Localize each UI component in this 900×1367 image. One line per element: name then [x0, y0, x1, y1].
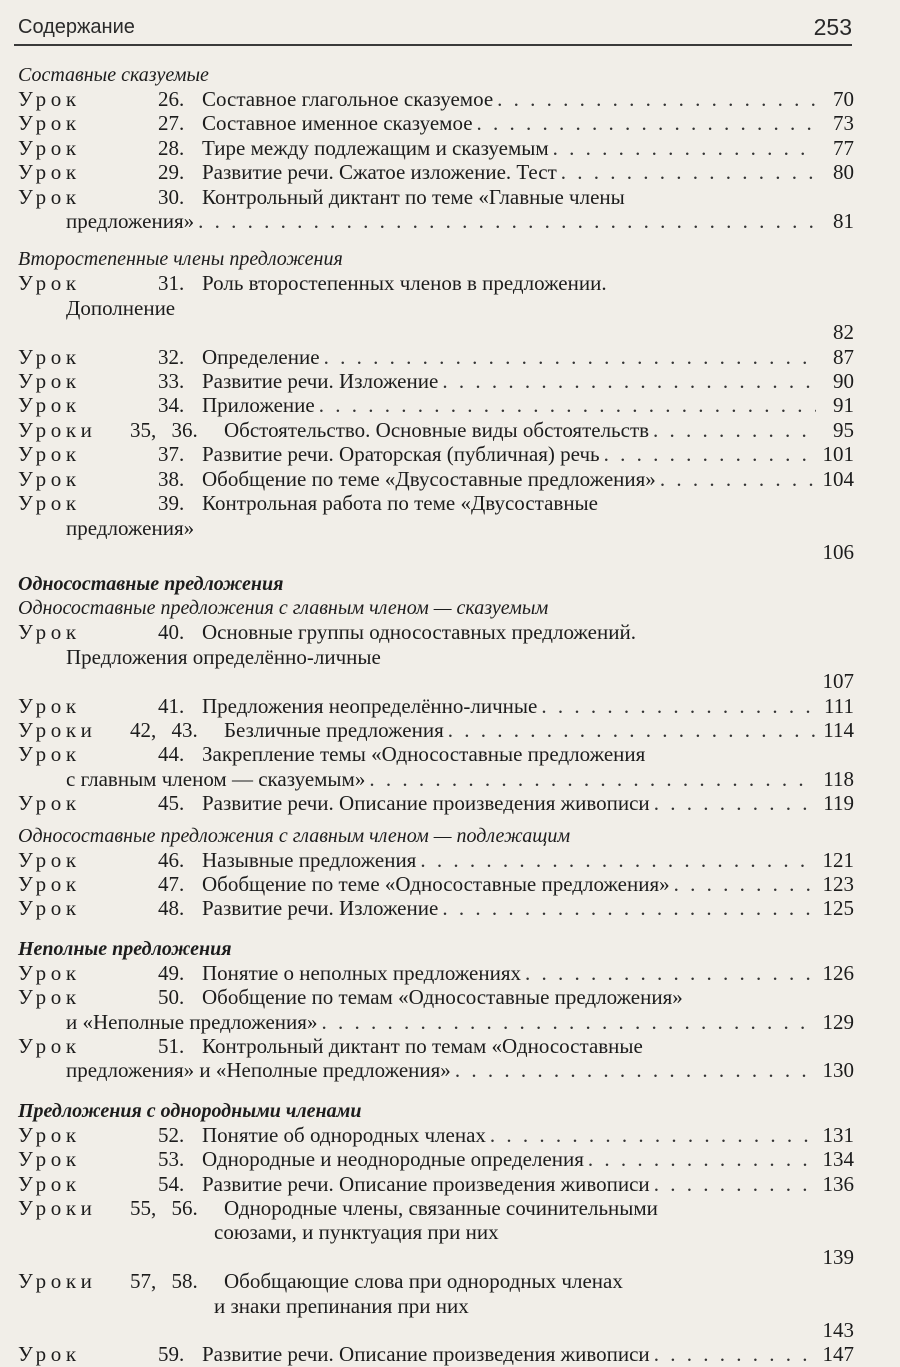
- section-title: Составные сказуемые: [18, 64, 209, 86]
- toc-entry: [14, 848, 854, 872]
- toc-entry: [14, 961, 854, 985]
- toc-entry: [14, 985, 854, 1034]
- toc-entry: [14, 442, 854, 466]
- toc-entry-line: [14, 742, 854, 766]
- entry-title: Обстоятельство. Основные виды обстоятельств: [224, 417, 650, 442]
- lesson-label: Урок: [18, 742, 81, 767]
- dot-leader: [198, 209, 816, 233]
- dot-leader: [654, 1172, 816, 1196]
- entry-title: Основные группы односоставных предложений.: [202, 620, 636, 645]
- entry-title: Развитие речи. Сжатое изложение. Тест: [202, 160, 557, 185]
- toc-entry: [14, 742, 854, 791]
- toc-entry: [14, 111, 854, 135]
- entry-title: Дополнение: [66, 295, 176, 320]
- toc-entry-line: [14, 467, 854, 491]
- toc-entry: [14, 345, 854, 369]
- toc-entry: [14, 418, 854, 442]
- page-reference: 111: [824, 693, 854, 718]
- page-reference: 91: [833, 393, 854, 418]
- entry-title: Контрольная работа по теме «Двусоставные: [202, 491, 598, 516]
- toc-entry: [14, 160, 854, 184]
- entry-title: Тире между подлежащим и сказуемым: [202, 135, 549, 160]
- lesson-label: Урок: [18, 184, 81, 209]
- entry-title: Составное глагольное сказуемое: [202, 87, 494, 111]
- page-reference: 106: [822, 539, 854, 564]
- page-reference: 126: [822, 960, 854, 985]
- toc-entry-line: [14, 1010, 854, 1034]
- toc-entry-line: [14, 694, 854, 718]
- page-reference: 121: [822, 847, 854, 872]
- toc-entry-line: [14, 540, 854, 564]
- dot-leader: [497, 87, 816, 111]
- toc-entry-line: [14, 516, 854, 540]
- entry-title: Однородные и неоднородные определения: [202, 1147, 584, 1172]
- entry-title: Обобщающие слова при однородных членах: [224, 1269, 623, 1294]
- page-reference: 77: [833, 135, 854, 160]
- entry-title: Предложения определённо-личные: [66, 644, 381, 669]
- lesson-label: Урок: [18, 985, 81, 1010]
- toc-entry-line: [14, 718, 854, 742]
- lesson-label: Урок: [18, 896, 81, 921]
- entry-title: Закрепление темы «Односоставные предложения: [202, 742, 646, 767]
- entry-title: Приложение: [202, 393, 315, 418]
- toc-entry-line: [14, 645, 854, 669]
- entry-title: Определение: [202, 344, 320, 369]
- toc-entry: [14, 791, 854, 815]
- toc-entry-line: [14, 271, 854, 295]
- toc-entry-line: [14, 1318, 854, 1342]
- lesson-number: 48.: [158, 896, 185, 921]
- toc-entry: [14, 369, 854, 393]
- page-reference: 81: [833, 209, 854, 234]
- lesson-number: 37.: [158, 442, 185, 467]
- page-header: [14, 8, 852, 46]
- toc-entry-line: [14, 136, 854, 160]
- toc-entry-line: [14, 442, 854, 466]
- lesson-number: 30.: [158, 184, 185, 209]
- dot-leader: [541, 694, 816, 718]
- toc-entry-line: [14, 185, 854, 209]
- lesson-label: Урок: [18, 871, 81, 896]
- toc-entry-line: [14, 491, 854, 515]
- dot-leader: [448, 718, 816, 742]
- lesson-label: Урок: [18, 442, 81, 467]
- lesson-number: 57, 58.: [130, 1269, 198, 1294]
- toc-entry: [14, 896, 854, 920]
- entry-title: Назывные предложения: [202, 847, 417, 872]
- lesson-label: Урок: [18, 693, 81, 718]
- lesson-label: Урок: [18, 344, 81, 369]
- toc-entry-line: [14, 209, 854, 233]
- lesson-label: Урок: [18, 960, 81, 985]
- toc-entry-line: [14, 1245, 854, 1269]
- entry-title: и «Неполные предложения»: [66, 1009, 318, 1034]
- toc-entry: [14, 718, 854, 742]
- lesson-number: 28.: [158, 135, 185, 160]
- entry-title: Обобщение по темам «Односоставные предложения»: [202, 985, 683, 1010]
- lesson-number: 26.: [158, 87, 185, 111]
- lesson-number: 39.: [158, 491, 185, 516]
- lesson-label: Урок: [18, 791, 81, 816]
- lesson-number: 52.: [158, 1122, 185, 1147]
- toc-entry: [14, 1269, 854, 1342]
- lesson-label: Уроки: [18, 1269, 97, 1294]
- lesson-label: Урок: [18, 847, 81, 872]
- lesson-number: 31.: [158, 271, 185, 296]
- lesson-label: Урок: [18, 1342, 81, 1367]
- page-reference: 82: [833, 320, 854, 345]
- page-reference: 87: [833, 344, 854, 369]
- toc-entry: [14, 467, 854, 491]
- entry-title: Развитие речи. Описание произведения живописи: [202, 1342, 650, 1367]
- lesson-number: 38.: [158, 466, 185, 491]
- lesson-number: 51.: [158, 1034, 185, 1058]
- toc-entry-line: [14, 369, 854, 393]
- lesson-label: Уроки: [18, 717, 97, 742]
- page-reference: 136: [822, 1171, 854, 1196]
- toc-entry: [14, 136, 854, 160]
- lesson-number: 32.: [158, 344, 185, 369]
- lesson-number: 55, 56.: [130, 1196, 198, 1221]
- lesson-number: 35, 36.: [130, 417, 198, 442]
- entry-title: Обобщение по теме «Двусоставные предложения»: [202, 466, 656, 491]
- toc-entry-line: [14, 791, 854, 815]
- page-reference: 131: [822, 1122, 854, 1147]
- lesson-label: Урок: [18, 135, 81, 160]
- toc-entry-line: [14, 620, 854, 644]
- dot-leader: [604, 442, 816, 466]
- toc-entry: [14, 872, 854, 896]
- toc-entry: [14, 393, 854, 417]
- toc-entry-line: [14, 160, 854, 184]
- lesson-label: Урок: [18, 466, 81, 491]
- toc-entry-line: [14, 1342, 854, 1366]
- lesson-number: 45.: [158, 791, 185, 816]
- lesson-number: 40.: [158, 620, 185, 645]
- toc-entry-line: [14, 345, 854, 369]
- entry-title: и знаки препинания при них: [214, 1293, 469, 1318]
- page-reference: 134: [822, 1147, 854, 1172]
- page-reference: 90: [833, 369, 854, 394]
- toc-entry: [14, 620, 854, 693]
- dot-leader: [319, 393, 816, 417]
- entry-title: Обобщение по теме «Односоставные предложения»: [202, 871, 670, 896]
- entry-title: Понятие о неполных предложениях: [202, 960, 522, 985]
- section-title: Односоставные предложения с главным членом — подлежащим: [18, 824, 571, 847]
- page-reference: 119: [823, 791, 854, 816]
- toc-entry: [14, 1147, 854, 1171]
- lesson-label: Урок: [18, 271, 81, 296]
- page-reference: 147: [822, 1342, 854, 1367]
- page-reference: 139: [822, 1244, 854, 1269]
- running-title: Содержание: [18, 16, 135, 38]
- toc-entry: [14, 1196, 854, 1269]
- dot-leader: [420, 848, 816, 872]
- lesson-number: 34.: [158, 393, 185, 418]
- entry-title: Развитие речи. Описание произведения живописи: [202, 791, 650, 816]
- toc-entry-line: [14, 296, 854, 320]
- lesson-number: 33.: [158, 369, 185, 394]
- dot-leader: [674, 872, 816, 896]
- page-reference: 101: [822, 442, 854, 467]
- toc-entry-line: [14, 418, 854, 442]
- lesson-number: 49.: [158, 960, 185, 985]
- dot-leader: [588, 1147, 816, 1171]
- toc-entry: [14, 1342, 854, 1366]
- entry-title: Контрольный диктант по теме «Главные члены: [202, 184, 625, 209]
- toc-entry: [14, 1034, 854, 1083]
- toc-entry-line: [14, 87, 854, 111]
- section-title: Односоставные предложения: [18, 573, 284, 596]
- dot-leader: [324, 345, 816, 369]
- entry-title: с главным членом — сказуемым»: [66, 766, 366, 791]
- toc-entry-line: [14, 985, 854, 1009]
- page-reference: 80: [833, 160, 854, 185]
- entry-title: союзами, и пунктуация при них: [214, 1220, 499, 1245]
- toc-entry: [14, 694, 854, 718]
- page-reference: 70: [833, 87, 854, 111]
- page-reference: 143: [822, 1318, 854, 1343]
- page-reference: 104: [822, 466, 854, 491]
- entry-title: Развитие речи. Описание произведения живописи: [202, 1171, 650, 1196]
- lesson-label: Уроки: [18, 1196, 97, 1221]
- lesson-number: 53.: [158, 1147, 185, 1172]
- lesson-number: 59.: [158, 1342, 185, 1367]
- dot-leader: [442, 369, 816, 393]
- toc-entry-line: [14, 1294, 854, 1318]
- lesson-label: Урок: [18, 1147, 81, 1172]
- toc-entry-line: [14, 669, 854, 693]
- toc-entry-line: [14, 1147, 854, 1171]
- toc-entry: [14, 1172, 854, 1196]
- lesson-label: Урок: [18, 1034, 81, 1058]
- entry-title: предложения»: [66, 515, 195, 540]
- dot-leader: [490, 1123, 816, 1147]
- dot-leader: [455, 1058, 816, 1082]
- toc-entry-line: [14, 320, 854, 344]
- lesson-number: 29.: [158, 160, 185, 185]
- lesson-number: 41.: [158, 693, 185, 718]
- toc-entry-line: [14, 896, 854, 920]
- entry-title: Развитие речи. Ораторская (публичная) речь: [202, 442, 600, 467]
- page-reference: 130: [822, 1058, 854, 1083]
- entry-title: Развитие речи. Изложение: [202, 896, 439, 921]
- section-title: Предложения с однородными членами: [18, 1099, 362, 1122]
- lesson-number: 27.: [158, 111, 185, 136]
- toc-entry-line: [14, 767, 854, 791]
- toc-entry-line: [14, 872, 854, 896]
- lesson-label: Урок: [18, 491, 81, 516]
- entry-title: предложения»: [66, 209, 195, 234]
- page-number: 253: [813, 14, 852, 40]
- lesson-number: 46.: [158, 847, 185, 872]
- entry-title: Развитие речи. Изложение: [202, 369, 439, 394]
- dot-leader: [369, 767, 816, 791]
- page-reference: 125: [822, 896, 854, 921]
- entry-title: Составное именное сказуемое: [202, 111, 473, 136]
- toc-entry: [14, 1123, 854, 1147]
- dot-leader: [477, 111, 816, 135]
- dot-leader: [561, 160, 816, 184]
- entry-title: Безличные предложения: [224, 717, 444, 742]
- lesson-label: Урок: [18, 1122, 81, 1147]
- toc-entry-line: [14, 1269, 854, 1293]
- dot-leader: [553, 136, 816, 160]
- entry-title: Контрольный диктант по темам «Односоставные: [202, 1034, 643, 1058]
- page-reference: 123: [822, 871, 854, 896]
- entry-title: Роль второстепенных членов в предложении.: [202, 271, 607, 296]
- entry-title: Понятие об однородных членах: [202, 1122, 486, 1147]
- lesson-label: Урок: [18, 393, 81, 418]
- entry-title: Однородные члены, связанные сочинительными: [224, 1196, 658, 1221]
- page-reference: 114: [823, 717, 854, 742]
- toc-entry-line: [14, 1172, 854, 1196]
- lesson-number: 47.: [158, 871, 185, 896]
- entry-title: предложения» и «Неполные предложения»: [66, 1058, 451, 1083]
- entry-title: Предложения неопределённо-личные: [202, 693, 538, 718]
- toc-entry-line: [14, 1220, 854, 1244]
- toc-entry: [14, 491, 854, 564]
- toc-entry-line: [14, 393, 854, 417]
- dot-leader: [321, 1010, 816, 1034]
- dot-leader: [654, 791, 816, 815]
- page-reference: 129: [822, 1009, 854, 1034]
- lesson-label: Урок: [18, 1171, 81, 1196]
- toc-entry-line: [14, 1123, 854, 1147]
- section-title: Односоставные предложения с главным членом — сказуемым: [18, 597, 549, 620]
- dot-leader: [660, 467, 816, 491]
- lesson-label: Урок: [18, 369, 81, 394]
- table-of-contents: [14, 55, 854, 1367]
- section-title: Неполные предложения: [18, 937, 232, 960]
- toc-entry-line: [14, 961, 854, 985]
- toc-entry-line: [14, 848, 854, 872]
- section-title: Второстепенные члены предложения: [18, 248, 343, 271]
- toc-entry-line: [14, 1058, 854, 1082]
- lesson-label: Урок: [18, 111, 81, 136]
- toc-entry: [14, 271, 854, 344]
- page-reference: 95: [833, 417, 854, 442]
- lesson-label: Урок: [18, 87, 81, 111]
- lesson-number: 50.: [158, 985, 185, 1010]
- dot-leader: [525, 961, 816, 985]
- page-reference: 73: [833, 111, 854, 136]
- page-reference: 118: [823, 766, 854, 791]
- lesson-number: 44.: [158, 742, 185, 767]
- lesson-label: Урок: [18, 160, 81, 185]
- toc-entry: [14, 185, 854, 234]
- lesson-label: Уроки: [18, 417, 97, 442]
- lesson-label: Урок: [18, 620, 81, 645]
- dot-leader: [654, 1342, 816, 1366]
- lesson-number: 42, 43.: [130, 717, 198, 742]
- toc-entry-line: [14, 1034, 854, 1058]
- lesson-number: 54.: [158, 1171, 185, 1196]
- toc-entry-line: [14, 111, 854, 135]
- dot-leader: [653, 418, 816, 442]
- page-reference: 107: [822, 669, 854, 694]
- dot-leader: [442, 896, 816, 920]
- toc-entry: [14, 87, 854, 111]
